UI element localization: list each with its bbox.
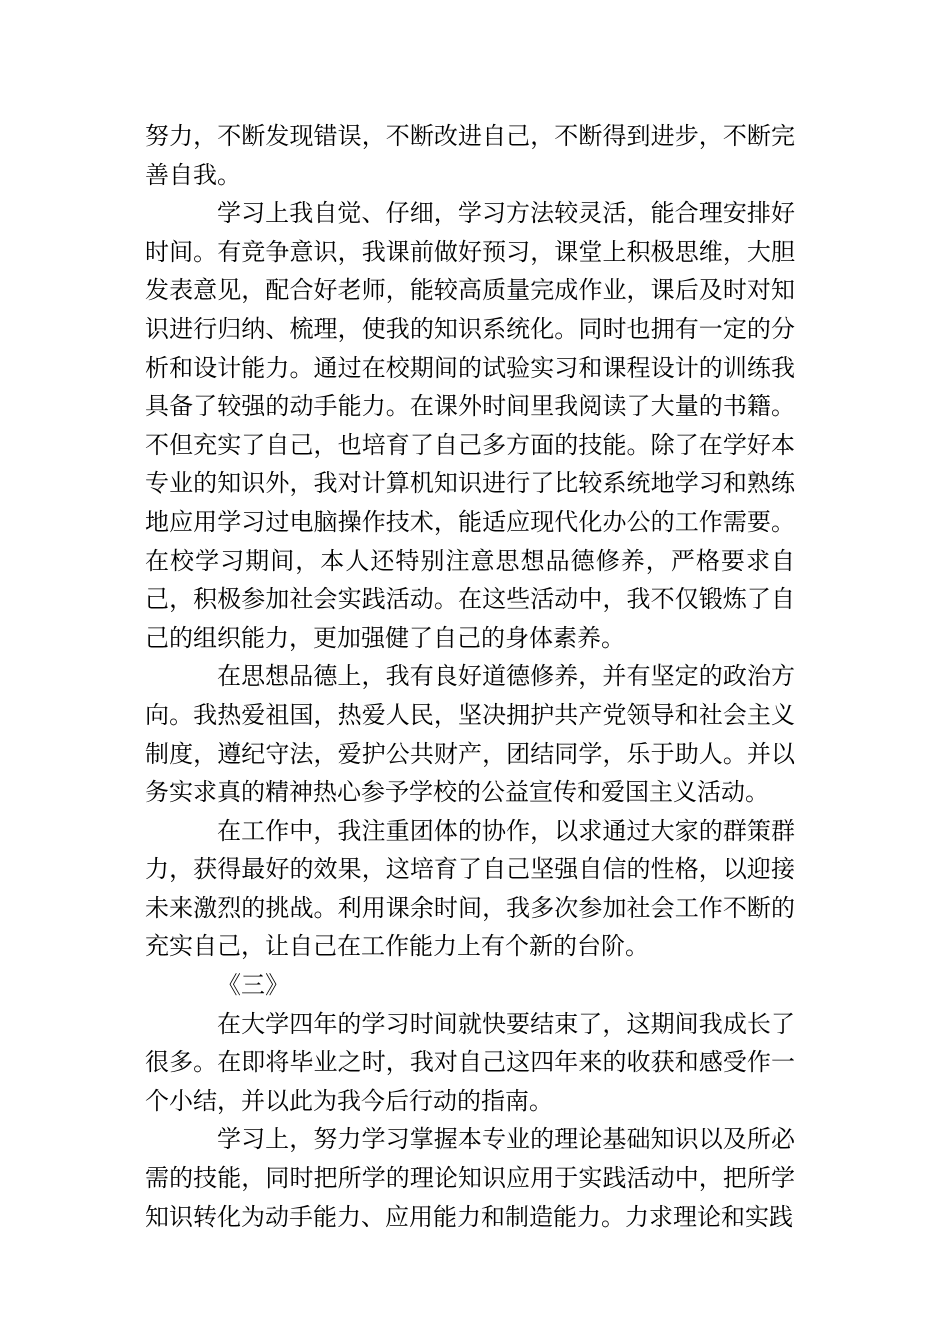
paragraph-study: 学习上我自觉、仔细，学习方法较灵活，能合理安排好时间。有竞争意识，我课前做好预习，课堂上积极思维，大胆发表意见，配合好老师，能较高质量完成作业，课后及时对知识进行归纳、梳理，使我的知识系统化。同时也拥有一定的分析和设计能力。通过在校期间的试验实习和课程设计的训练我具备了较强的动手能力。在课外时间里我阅读了大量的书籍。不但充实了自己，也培育了自己多方面的技能。除了在学好本专业的知识外，我对计算机知识进行了比较系统地学习和熟练地应用学习过电脑操作技术，能适应现代化办公的工作需要。在校学习期间，本人还特别注意思想品德修养，严格要求自己，积极参加社会实践活动。在这些活动中，我不仅锻炼了自己的组织能力，更加强健了自己的身体素养。 — [145, 199, 795, 652]
paragraph-study-2: 学习上，努力学习掌握本专业的理论基础知识以及所必需的技能，同时把所学的理论知识应用于实践活动中，把所学知识转化为动手能力、应用能力和制造能力。力求理论和实践 — [145, 1125, 795, 1231]
paragraph-summary-intro: 在大学四年的学习时间就快要结束了，这期间我成长了很多。在即将毕业之时，我对自己这四年来的收获和感受作一个小结，并以此为我今后行动的指南。 — [145, 1009, 795, 1115]
paragraph-work: 在工作中，我注重团体的协作，以求通过大家的群策群力，获得最好的效果，这培育了自己坚强自信的性格，以迎接未来激烈的挑战。利用课余时间，我多次参加社会工作不断的充实自己，让自己在工作能力上有个新的台阶。 — [145, 816, 795, 961]
paragraph-continuation: 努力，不断发现错误，不断改进自己，不断得到进步，不断完善自我。 — [145, 122, 795, 189]
document-body — [145, 117, 795, 1236]
paragraph-morality: 在思想品德上，我有良好道德修养，并有坚定的政治方向。我热爱祖国，热爱人民，坚决拥护共产党领导和社会主义制度，遵纪守法，爱护公共财产，团结同学，乐于助人。并以务实求真的精神热心参予学校的公益宣传和爱国主义活动。 — [145, 662, 795, 807]
section-heading-three: 《三》 — [217, 971, 289, 1000]
